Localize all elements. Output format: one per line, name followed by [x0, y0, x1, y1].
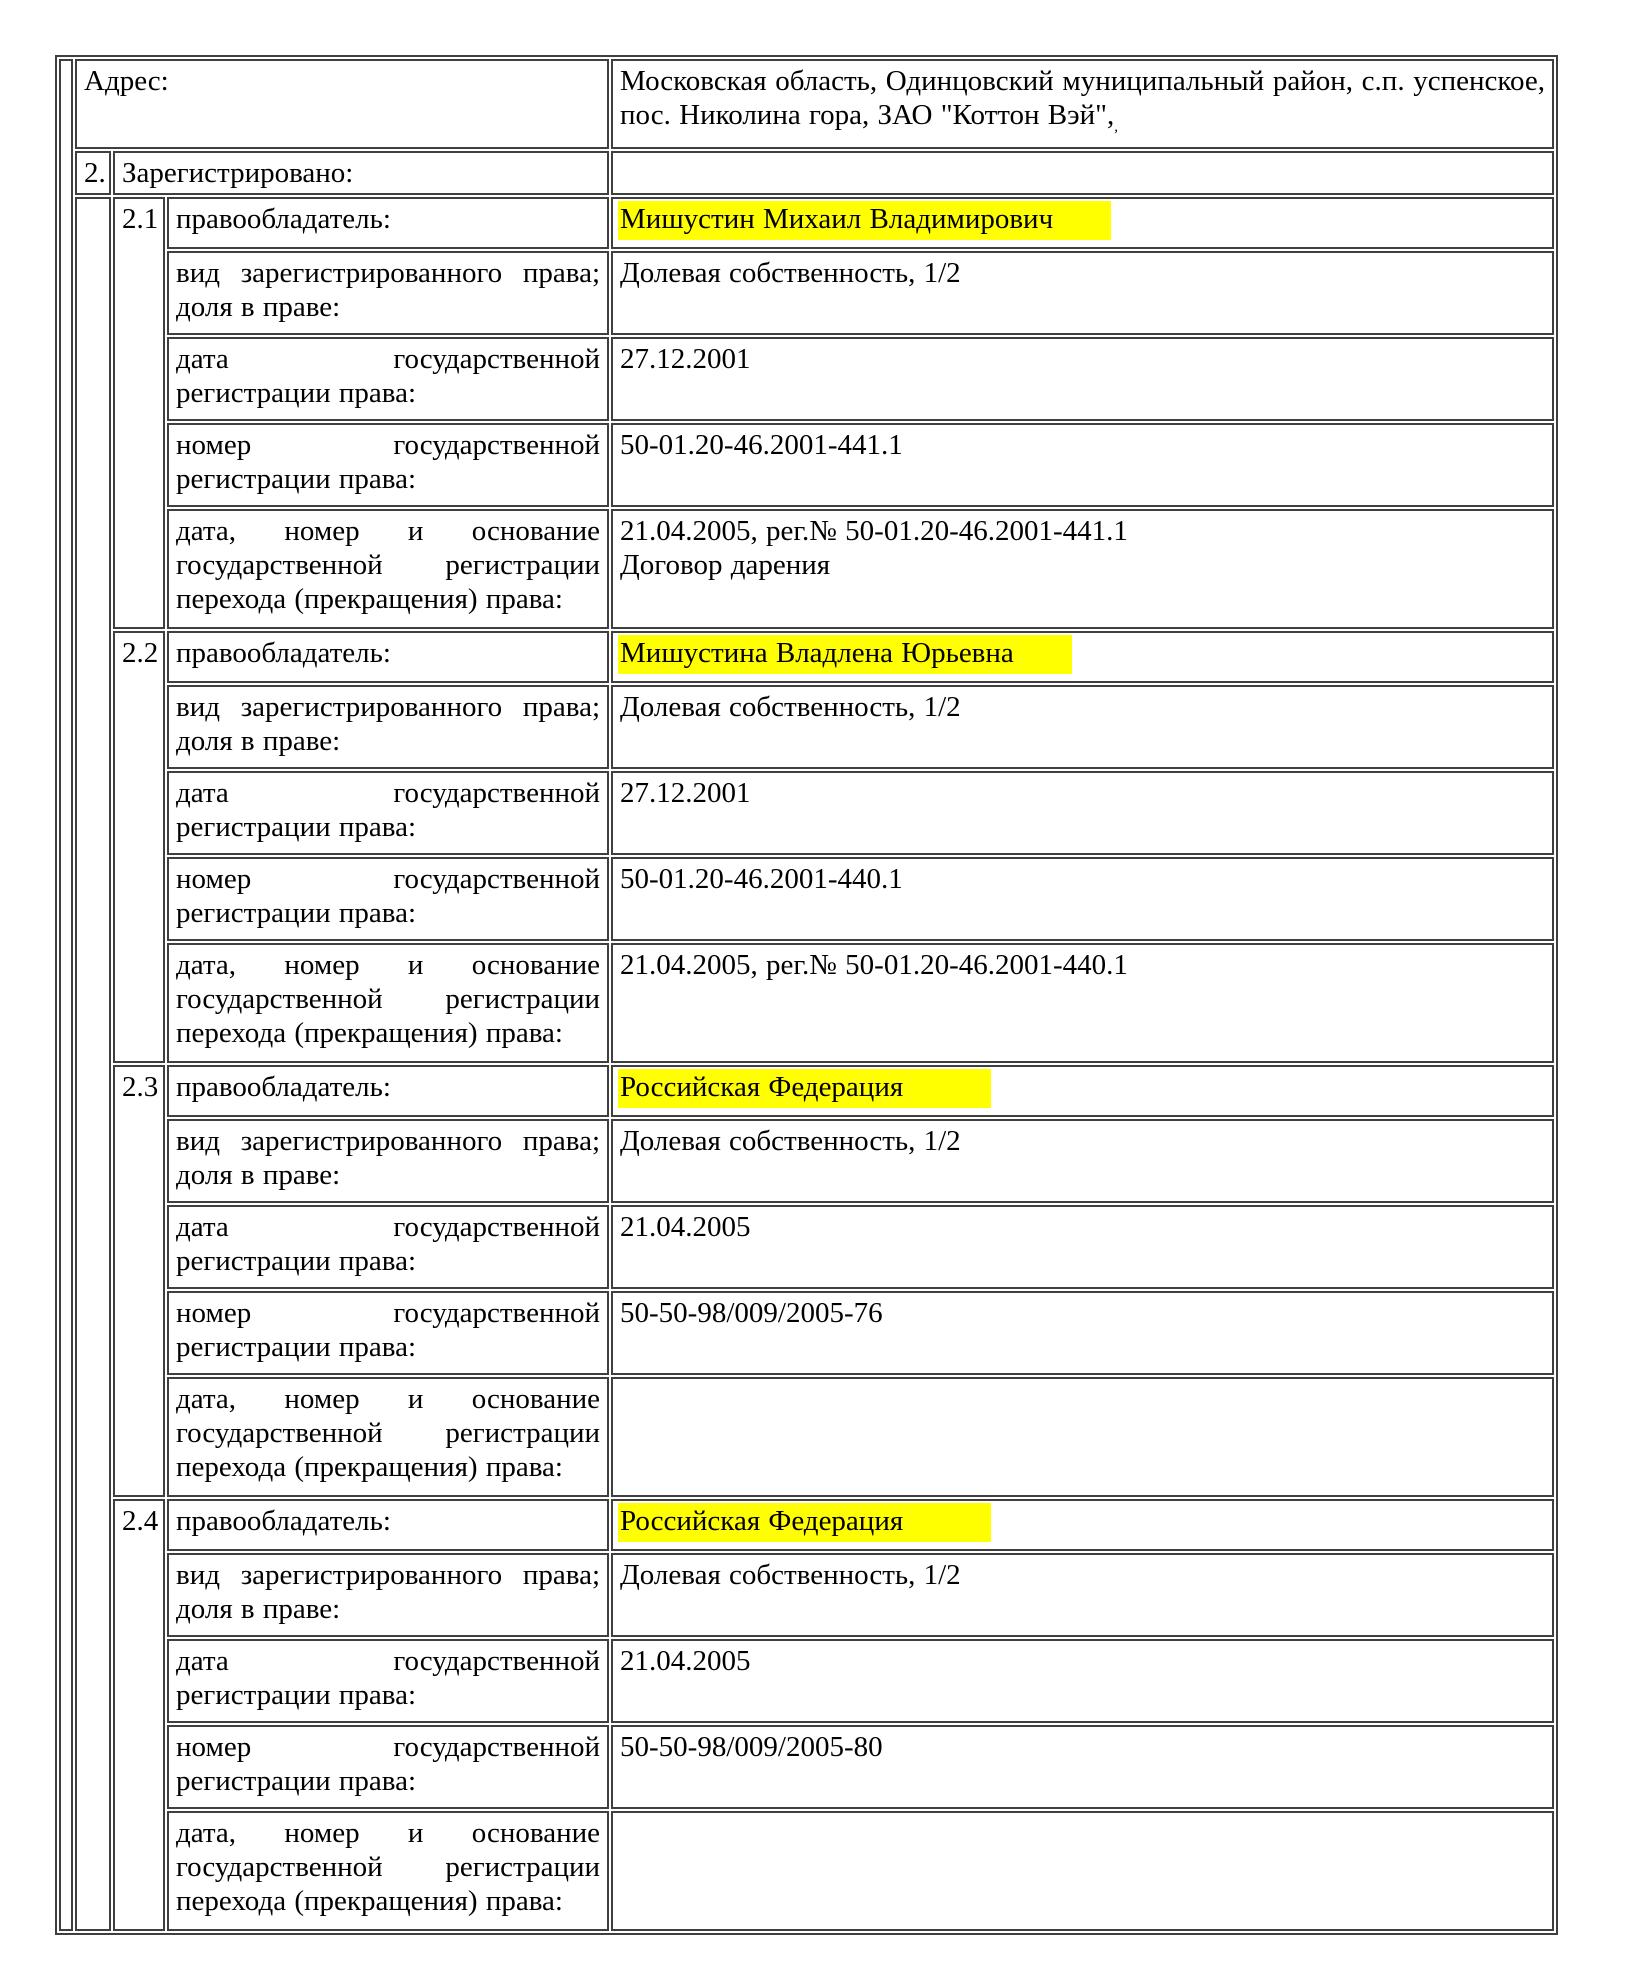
owner-label: правообладатель:	[167, 1065, 609, 1117]
owner-label: правообладатель:	[167, 197, 609, 249]
right-type-label: вид зарегистрированного права; доля в праве:	[167, 685, 609, 769]
transfer-value-line2: Договор дарения	[620, 548, 831, 581]
right-type-label: вид зарегистрированного права; доля в праве:	[167, 1553, 609, 1637]
owner-value-cell	[611, 1065, 1554, 1117]
address-row	[59, 59, 1554, 149]
section-header-row	[59, 151, 1554, 195]
reg-date-row-2-1	[59, 337, 1554, 421]
left-margin-cell	[59, 59, 73, 1931]
reg-number-value: 50-50-98/009/2005-80	[611, 1725, 1554, 1809]
subsection-number-2-4: 2.4	[113, 1499, 165, 1931]
reg-number-row-2-2	[59, 857, 1554, 941]
reg-date-label: дата государственной регистрации права:	[167, 771, 609, 855]
owner-value-cell	[611, 197, 1554, 249]
transfer-label: дата, номер и основание государственной регистрации перехода (прекращения) права:	[167, 943, 609, 1063]
reg-number-label: номер государственной регистрации права:	[167, 423, 609, 507]
reg-date-row-2-2	[59, 771, 1554, 855]
reg-number-row-2-3	[59, 1291, 1554, 1375]
reg-date-value: 21.04.2005	[611, 1205, 1554, 1289]
transfer-row-2-2	[59, 943, 1554, 1063]
transfer-label: дата, номер и основание государственной регистрации перехода (прекращения) права:	[167, 1377, 609, 1497]
owner-row-2-3	[59, 1065, 1554, 1117]
reg-date-value: 27.12.2001	[611, 771, 1554, 855]
transfer-label: дата, номер и основание государственной регистрации перехода (прекращения) права:	[167, 509, 609, 629]
reg-date-label: дата государственной регистрации права:	[167, 1205, 609, 1289]
address-value: Московская область, Одинцовский муниципальный район, с.п. успенское, пос. Николина гора, ЗАО "Коттон Вэй",	[620, 65, 1545, 131]
address-footnote-mark: ,	[1114, 118, 1118, 135]
owner-row-2-2	[59, 631, 1554, 683]
reg-date-label: дата государственной регистрации права:	[167, 337, 609, 421]
right-type-row-2-4	[59, 1553, 1554, 1637]
right-type-row-2-2	[59, 685, 1554, 769]
right-type-label: вид зарегистрированного права; доля в праве:	[167, 1119, 609, 1203]
right-type-value: Долевая собственность, 1/2	[611, 251, 1554, 335]
section-title-cell: Зарегистрировано:	[113, 151, 609, 195]
owner-name-highlight: Мишустин Михаил Владимирович	[618, 201, 1111, 240]
reg-date-label: дата государственной регистрации права:	[167, 1639, 609, 1723]
transfer-row-2-4	[59, 1811, 1554, 1931]
owner-row-2-4	[59, 1499, 1554, 1551]
owner-value-cell	[611, 1499, 1554, 1551]
owner-label: правообладатель:	[167, 631, 609, 683]
reg-date-row-2-3	[59, 1205, 1554, 1289]
reg-number-label: номер государственной регистрации права:	[167, 1291, 609, 1375]
owner-name-highlight: Мишустина Владлена Юрьевна	[618, 635, 1072, 674]
section-number-cell: 2.	[75, 151, 111, 195]
reg-number-row-2-4	[59, 1725, 1554, 1809]
reg-number-label: номер государственной регистрации права:	[167, 857, 609, 941]
subsection-number-2-3: 2.3	[113, 1065, 165, 1497]
right-type-label: вид зарегистрированного права; доля в праве:	[167, 251, 609, 335]
subsection-number-2-2: 2.2	[113, 631, 165, 1063]
address-label-cell: Адрес:	[75, 59, 609, 149]
right-type-row-2-1	[59, 251, 1554, 335]
right-type-value: Долевая собственность, 1/2	[611, 1553, 1554, 1637]
right-type-row-2-3	[59, 1119, 1554, 1203]
transfer-value-line1: 21.04.2005, рег.№ 50-01.20-46.2001-441.1	[620, 514, 1128, 547]
owner-label: правообладатель:	[167, 1499, 609, 1551]
reg-date-value: 21.04.2005	[611, 1639, 1554, 1723]
subsection-number-2-1: 2.1	[113, 197, 165, 629]
owner-row-2-1	[59, 197, 1554, 249]
transfer-row-2-1	[59, 509, 1554, 629]
reg-date-value: 27.12.2001	[611, 337, 1554, 421]
transfer-value-cell	[611, 1811, 1554, 1931]
reg-number-row-2-1	[59, 423, 1554, 507]
reg-number-value: 50-01.20-46.2001-440.1	[611, 857, 1554, 941]
transfer-label: дата, номер и основание государственной регистрации перехода (прекращения) права:	[167, 1811, 609, 1931]
owner-value-cell	[611, 631, 1554, 683]
reg-date-row-2-4	[59, 1639, 1554, 1723]
registration-table	[55, 55, 1558, 1935]
section-title-value-cell	[611, 151, 1554, 195]
transfer-value-cell	[611, 943, 1554, 1063]
owner-name-highlight: Российская Федерация	[618, 1069, 991, 1108]
transfer-row-2-3	[59, 1377, 1554, 1497]
reg-number-label: номер государственной регистрации права:	[167, 1725, 609, 1809]
right-type-value: Долевая собственность, 1/2	[611, 1119, 1554, 1203]
transfer-value-cell	[611, 1377, 1554, 1497]
transfer-value-line1: 21.04.2005, рег.№ 50-01.20-46.2001-440.1	[620, 948, 1128, 981]
reg-number-value: 50-50-98/009/2005-76	[611, 1291, 1554, 1375]
reg-number-value: 50-01.20-46.2001-441.1	[611, 423, 1554, 507]
transfer-value-cell	[611, 509, 1554, 629]
address-value-cell	[611, 59, 1554, 149]
owner-name-highlight: Российская Федерация	[618, 1503, 991, 1542]
right-type-value: Долевая собственность, 1/2	[611, 685, 1554, 769]
number-column-spacer	[75, 197, 111, 1931]
